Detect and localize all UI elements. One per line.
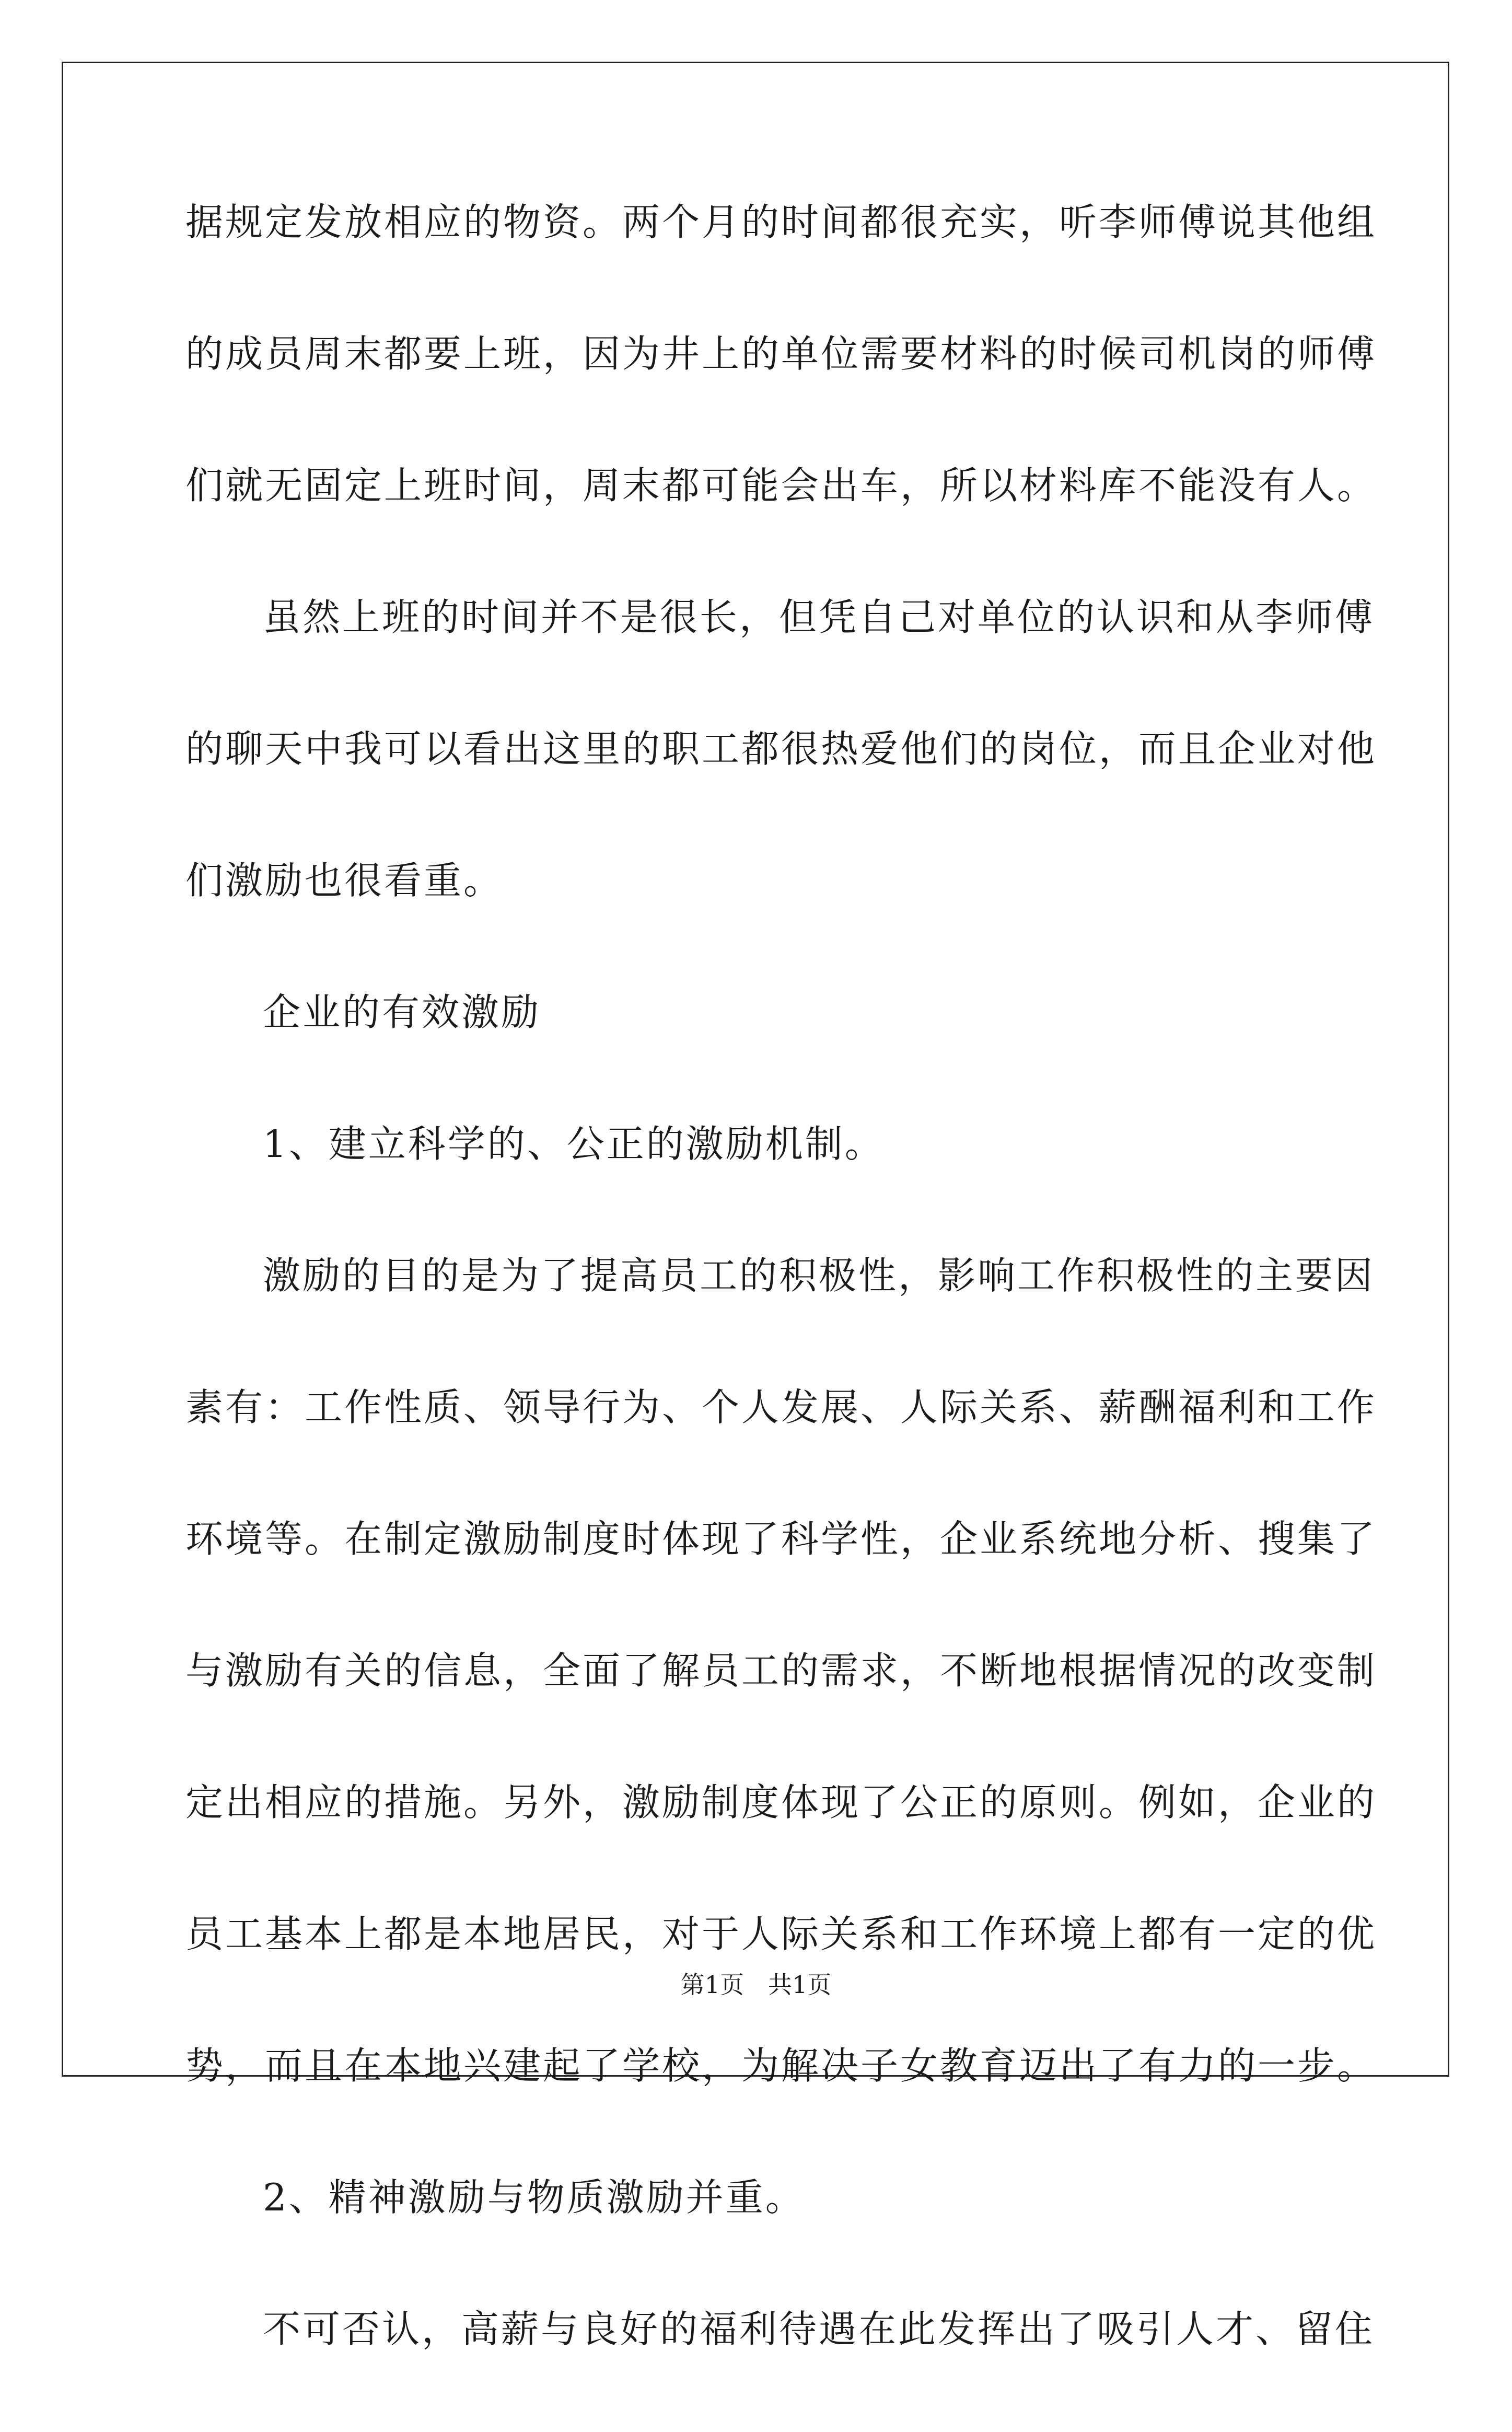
- text-line: 1、建立科学的、公正的激励机制。: [263, 1122, 885, 1166]
- text-line: 素有：工作性质、领导行为、个人发展、人际关系、薪酬福利和工作: [185, 1385, 1377, 1429]
- text-line: 环境等。在制定激励制度时体现了科学性，企业系统地分析、搜集了: [185, 1517, 1377, 1561]
- text-line: 们就无固定上班时间，周末都可能会出车，所以材料库不能没有人。: [185, 464, 1377, 507]
- text-line: 与激励有关的信息，全面了解员工的需求，不断地根据情况的改变制: [185, 1649, 1377, 1693]
- document-body: [185, 193, 1377, 2432]
- text-line: 激励的目的是为了提高员工的积极性，影响工作积极性的主要因: [263, 1254, 1375, 1298]
- page-footer: 第1页 共1页: [680, 1971, 832, 1999]
- text-line: 据规定发放相应的物资。两个月的时间都很充实，听李师傅说其他组: [185, 200, 1377, 244]
- text-line: 定出相应的措施。另外，激励制度体现了公正的原则。例如，企业的: [185, 1780, 1377, 1824]
- text-line: 的成员周末都要上班，因为井上的单位需要材料的时候司机岗的师傅: [185, 332, 1377, 376]
- text-line: 2、精神激励与物质激励并重。: [263, 2175, 805, 2219]
- text-line: 不可否认，高薪与良好的福利待遇在此发挥出了吸引人才、留住: [263, 2307, 1375, 2351]
- text-line: 的聊天中我可以看出这里的职工都很热爱他们的岗位，而且企业对他: [185, 727, 1377, 771]
- text-line: 们激励也很看重。: [185, 859, 504, 902]
- text-line: 员工基本上都是本地居民，对于人际关系和工作环境上都有一定的优: [185, 1912, 1377, 1956]
- text-line: 企业的有效激励: [263, 990, 541, 1034]
- text-line: 势，而且在本地兴建起了学校，为解决子女教育迈出了有力的一步。: [185, 2044, 1377, 2088]
- text-line: 虽然上班的时间并不是很长，但凭自己对单位的认识和从李师傅: [263, 595, 1375, 639]
